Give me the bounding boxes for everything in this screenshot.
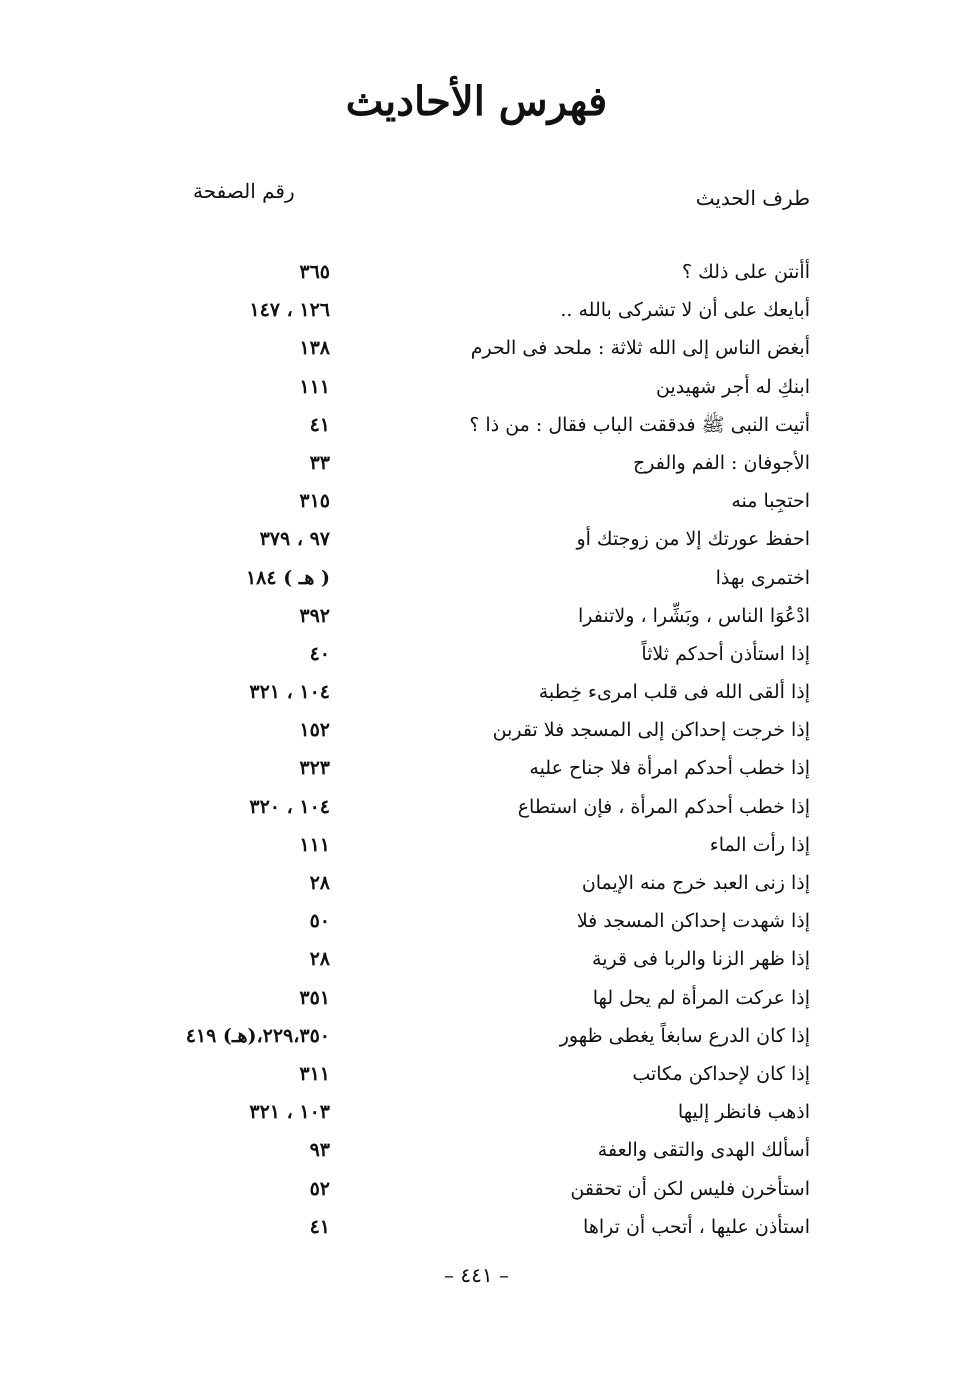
index-entry (0, 1131, 953, 1169)
column-header-hadith: طرف الحديث (695, 186, 810, 210)
hadith-text: إذا كان الدرع سابغاً يغطى ظهور (559, 1024, 810, 1047)
hadith-text: استأذن عليها ، أتحب أن تراها (583, 1215, 810, 1238)
index-entry (0, 749, 953, 787)
hadith-text: أبغض الناس إلى الله ثلاثة : ملحد فى الحرم (470, 337, 810, 360)
hadith-text: استأخرن فليس لكن أن تحققن (570, 1177, 810, 1200)
hadith-text: إذا شهدت إحداكن المسجد فلا (576, 910, 810, 933)
hadith-text: ادْعُوَا الناس ، وبَشِّرا ، ولاتنفرا (578, 604, 810, 627)
page-reference: ١١١ (299, 833, 330, 856)
page-reference: ٣٥١ (299, 986, 330, 1009)
page-reference: ٤١ (309, 1215, 330, 1238)
page-reference: ٥٢ (309, 1177, 330, 1200)
hadith-text: احتجِبا منه (731, 490, 810, 513)
page-reference: ٣٦٥ (299, 261, 330, 283)
page-title: فهرس الأحاديث (345, 78, 608, 125)
page-reference: ١٠٤ ، ٣٢١ (249, 681, 330, 704)
hadith-text: أأنتن على ذلك ؟ (682, 261, 810, 283)
hadith-text: إذا خطب أحدكم المرأة ، فإن استطاع (517, 795, 810, 818)
index-entry (0, 520, 953, 558)
hadith-text: أتيت النبى ﷺ فدققت الباب فقال : من ذا ؟ (469, 413, 810, 436)
hadith-text: أسألك الهدى والتقى والعفة (597, 1139, 810, 1162)
index-entry (0, 635, 953, 673)
hadith-text: إذا خطب أحدكم امرأة فلا جناح عليه (529, 757, 810, 780)
hadith-text: الأجوفان : الفم والفرج (633, 451, 810, 474)
index-entry (0, 482, 953, 520)
page-number: – ٤٤١ – (444, 1263, 509, 1287)
page-reference: ٢٨ (309, 948, 330, 971)
column-header-page: رقم الصفحة (193, 179, 295, 203)
hadith-index-list (0, 253, 953, 1246)
index-entry (0, 291, 953, 329)
hadith-text: إذا استأذن أحدكم ثلاثاً (641, 642, 810, 665)
hadith-text: احفظ عورتك إلا من زوجتك أو (576, 528, 810, 551)
index-entry (0, 1017, 953, 1055)
index-entry (0, 826, 953, 864)
page-reference: ١٣٨ (299, 337, 330, 360)
index-entry (0, 329, 953, 367)
hadith-text: إذا رأت الماء (709, 833, 810, 856)
page-reference: ١١١ (299, 375, 330, 398)
index-entry (0, 673, 953, 711)
hadith-text: ابنكِ له أجر شهيدين (655, 375, 810, 398)
page-reference: ٣١١ (299, 1062, 330, 1085)
page-reference: ٢٨ (309, 872, 330, 894)
index-entry (0, 864, 953, 902)
hadith-text: إذا زنى العبد خرج منه الإيمان (581, 872, 810, 894)
page-reference: ٩٣ (309, 1139, 330, 1162)
page-reference: ٣٣ (309, 451, 330, 474)
index-entry (0, 940, 953, 978)
page-reference: ٢٢٩،٣٥٠،(هـ) ٤١٩ (185, 1024, 330, 1047)
page-reference: ١٠٤ ، ٣٢٠ (249, 795, 330, 818)
page-reference: ( هـ ) ١٨٤ (245, 566, 330, 589)
page-reference: ١٢٦ ، ١٤٧ (249, 299, 330, 322)
index-entry (0, 559, 953, 597)
hadith-text: إذا ظهر الزنا والربا فى قرية (592, 948, 810, 971)
index-entry (0, 1208, 953, 1246)
page-reference: ١٠٣ ، ٣٢١ (249, 1101, 330, 1124)
index-entry (0, 368, 953, 406)
hadith-text: إذا كان لإحداكن مكاتب (632, 1062, 810, 1085)
page-reference: ٤٠ (309, 642, 330, 665)
page-reference: ٣٩٢ (299, 604, 330, 627)
hadith-text: اذهب فانظر إليها (677, 1101, 810, 1124)
page-reference: ٣١٥ (299, 490, 330, 513)
index-entry (0, 597, 953, 635)
index-entry (0, 979, 953, 1017)
hadith-text: أبايعك على أن لا تشركى بالله .. (560, 299, 810, 322)
index-entry (0, 1093, 953, 1131)
index-entry (0, 253, 953, 291)
index-entry (0, 902, 953, 940)
page-reference: ٩٧ ، ٣٧٩ (259, 528, 330, 551)
index-entry (0, 788, 953, 826)
index-entry (0, 406, 953, 444)
index-entry (0, 711, 953, 749)
page-reference: ٤١ (309, 413, 330, 436)
hadith-text: إذا خرجت إحداكن إلى المسجد فلا تقربن (492, 719, 810, 742)
page-reference: ٣٢٣ (299, 757, 330, 780)
index-entry (0, 1055, 953, 1093)
page-reference: ٥٠ (309, 910, 330, 933)
hadith-text: إذا ألقى الله فى قلب امرىء خِطبة (538, 681, 810, 704)
page-reference: ١٥٢ (299, 719, 330, 742)
hadith-text: إذا عركت المرأة لم يحل لها (592, 986, 810, 1009)
hadith-text: اختمرى بهذا (715, 566, 810, 589)
index-entry (0, 1170, 953, 1208)
index-entry (0, 444, 953, 482)
